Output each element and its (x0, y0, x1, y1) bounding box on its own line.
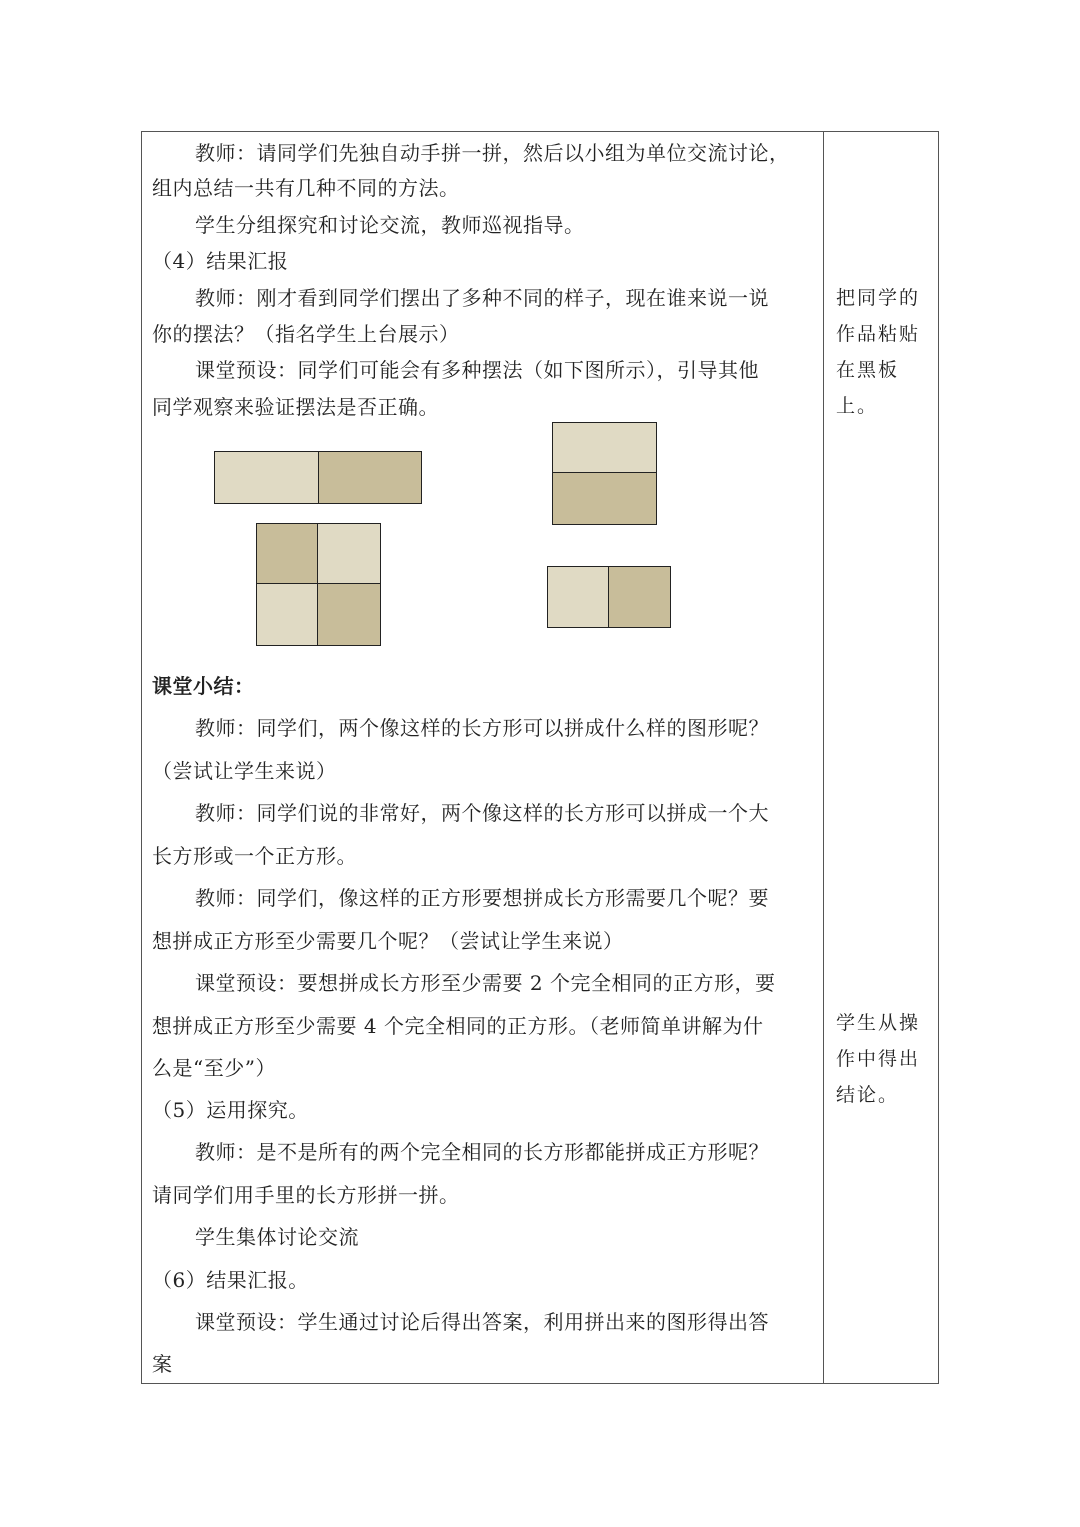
dark-tile (318, 451, 422, 504)
light-tile (552, 422, 657, 474)
text-line: 请同学们用手里的长方形拼一拼。 (152, 1183, 460, 1207)
side-note-line: 作品粘贴 (836, 323, 921, 345)
text-line: 教师：请同学们先独自动手拼一拼，然后以小组为单位交流讨论， (195, 141, 790, 165)
text-line: 教师：同学们，两个像这样的长方形可以拼成什么样的图形呢？ (195, 716, 769, 740)
section-heading: （6）结果汇报。 (152, 1268, 309, 1292)
dark-tile (317, 583, 381, 646)
text-line: 组内总结一共有几种不同的方法。 (152, 176, 460, 200)
side-note-line: 在黑板 (836, 359, 900, 381)
section-heading: （5）运用探究。 (152, 1098, 309, 1122)
side-note-line: 上。 (836, 395, 879, 417)
text-line: 长方形或一个正方形。 (152, 844, 357, 868)
summary-heading: 课堂小结： (152, 674, 255, 698)
light-tile (256, 583, 319, 646)
dark-tile (608, 566, 671, 628)
side-note-line: 作中得出 (836, 1048, 921, 1070)
text-line: 学生分组探究和讨论交流，教师巡视指导。 (195, 213, 585, 237)
text-line: 教师：同学们说的非常好，两个像这样的长方形可以拼成一个大 (195, 801, 769, 825)
text-line: 么是“至少”） (152, 1056, 276, 1080)
text-line: 课堂预设：学生通过讨论后得出答案，利用拼出来的图形得出答 (195, 1310, 769, 1334)
text-line: 教师：是不是所有的两个完全相同的长方形都能拼成正方形呢？ (195, 1140, 769, 1164)
text-line: 课堂预设：要想拼成长方形至少需要 2 个完全相同的正方形，要 (195, 971, 776, 995)
text-line: 教师：同学们，像这样的正方形要想拼成长方形需要几个呢？要 (195, 886, 769, 910)
column-divider (823, 131, 824, 1384)
text-line: 教师：刚才看到同学们摆出了多种不同的样子，现在谁来说一说 (195, 286, 769, 310)
text-line: （尝试让学生来说） (152, 759, 337, 783)
side-note-line: 把同学的 (836, 287, 921, 309)
light-tile (547, 566, 610, 628)
text-line: 同学观察来验证摆法是否正确。 (152, 395, 439, 419)
section-heading: （4）结果汇报 (152, 249, 289, 273)
text-line: 想拼成正方形至少需要几个呢？（尝试让学生来说） (152, 929, 624, 953)
dark-tile (552, 472, 657, 525)
text-line: 你的摆法？（指名学生上台展示） (152, 322, 460, 346)
light-tile (214, 451, 320, 504)
side-note-line: 结论。 (836, 1084, 900, 1106)
side-note-line: 学生从操 (836, 1012, 921, 1034)
text-line: 案 (152, 1352, 173, 1376)
text-line: 学生集体讨论交流 (195, 1225, 359, 1249)
text-line: 想拼成正方形至少需要 4 个完全相同的正方形。（老师简单讲解为什 (152, 1014, 764, 1038)
light-tile (317, 523, 381, 585)
dark-tile (256, 523, 319, 585)
text-line: 课堂预设：同学们可能会有多种摆法（如下图所示），引导其他 (195, 358, 759, 382)
